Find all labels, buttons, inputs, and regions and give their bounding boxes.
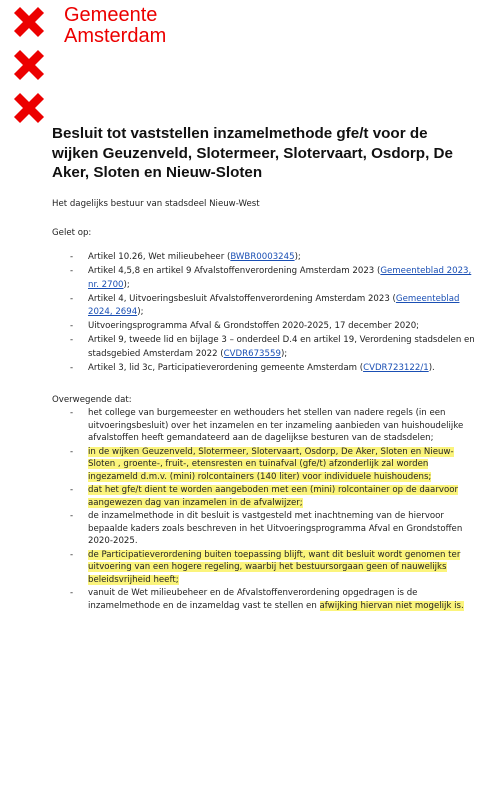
legal-basis-item bbox=[52, 334, 477, 361]
legal-basis-suffix: ); bbox=[137, 307, 144, 317]
legal-basis-suffix: ); bbox=[123, 279, 130, 290]
legal-basis-item bbox=[52, 293, 477, 320]
consideration-text: vanuit de Wet milieubeheer en de Afvalstoffenverordening opgedragen is de inzamelmethode en de inzameldag vast te stellen en bbox=[88, 588, 418, 611]
logo-crosses bbox=[12, 5, 50, 134]
legal-basis-item bbox=[52, 362, 477, 376]
legal-basis-suffix: ); bbox=[280, 348, 288, 359]
consideration-text: dat het gfe/t dient te worden aangeboden met een (mini) rolcontainer op de daarvoor aangewezen dag van inzamelen in de afvalwijzer; bbox=[88, 485, 458, 508]
logo-wordmark bbox=[64, 5, 166, 47]
consideration-item bbox=[52, 587, 470, 612]
legal-reference-link[interactable]: Gemeenteblad 2024, 2694 bbox=[88, 293, 460, 317]
legal-basis-item bbox=[52, 251, 477, 265]
legal-basis-text: Artikel 4, Uitvoeringsbesluit Afvalstoffenverordening Amsterdam 2023 ( bbox=[88, 293, 396, 304]
legal-basis-text: Artikel 9, tweede lid en bijlage 3 – onderdeel D.4 en artikel 19, Verordening stadsdelen en stadsgebied Amsterdam 2022 ( bbox=[88, 335, 475, 359]
legal-reference-link[interactable]: CVDR673559 bbox=[223, 348, 281, 359]
logo-line-1: Gemeente bbox=[64, 4, 158, 26]
legal-basis-text: Artikel 10.26, Wet milieubeheer ( bbox=[88, 252, 231, 262]
consideration-item bbox=[52, 484, 470, 509]
overwegende-dat-heading: Overwegende dat: bbox=[52, 395, 132, 405]
consideration-item bbox=[52, 549, 470, 587]
considerations-list bbox=[52, 407, 470, 613]
cross-icon bbox=[12, 48, 46, 82]
consideration-text: de inzamelmethode in dit besluit is vastgesteld met inachtneming van de hiervoor bepaalde kaders zoals beschreven in het Uitvoeringsprogramma Afval en Grondstoffen 2020-2025. bbox=[88, 511, 463, 546]
consideration-text: het college van burgemeester en wethouders het stellen van nadere regels (in een uitvoeringsbesluit) over het inzamelen en ter inzameling aanbieden van huishoudelijke afvalstoffen heeft gemandateerd aan de dagelijkse besturen van de stadsdelen; bbox=[88, 408, 464, 443]
legal-basis-item bbox=[52, 320, 477, 334]
consideration-item bbox=[52, 407, 470, 445]
gelet-op-heading: Gelet op: bbox=[52, 228, 92, 238]
cross-icon bbox=[12, 5, 46, 39]
cross-icon bbox=[12, 91, 46, 125]
legal-basis-text: Artikel 3, lid 3c, Participatieverordening gemeente Amsterdam ( bbox=[88, 362, 364, 373]
legal-reference-link[interactable]: Gemeenteblad 2023, nr. 2700 bbox=[88, 266, 472, 290]
legal-basis-text: Uitvoeringsprogramma Afval & Grondstoffen 2020-2025, 17 december 2020; bbox=[88, 321, 420, 331]
legal-basis-list bbox=[52, 251, 477, 376]
legal-basis-suffix: ). bbox=[428, 362, 435, 373]
legal-reference-link[interactable]: CVDR723122/1 bbox=[363, 362, 429, 373]
legal-reference-link[interactable]: BWBR0003245 bbox=[230, 252, 295, 262]
legal-basis-suffix: ); bbox=[294, 252, 301, 262]
consideration-text: in de wijken Geuzenveld, Slotermeer, Slotervaart, Osdorp, De Aker, Sloten en Nieuw-Sloten , groente-, fruit-, etensresten en tuinafval (gfe/t) afzonderlijk zal worden ingezameld d.m.v. (mini) rolcontainers (140 liter) voor individuele huishoudens; bbox=[88, 446, 454, 482]
consideration-item bbox=[52, 446, 470, 484]
consideration-highlight: afwijking hiervan niet mogelijk is. bbox=[319, 600, 464, 611]
document-title: Besluit tot vaststellen inzamelmethode gfe/t voor de wijken Geuzenveld, Slotermeer, Slotervaart, Osdorp, De Aker, Sloten en Nieuw-Sloten bbox=[52, 125, 453, 181]
consideration-text: de Participatieverordening buiten toepassing blijft, want dit besluit wordt genomen ter uitvoering van een hogere regeling, waarbij het bestuursorgaan geen of nauwelijks beleidsvrijheid heeft; bbox=[88, 549, 461, 585]
intro-text: Het dagelijks bestuur van stadsdeel Nieuw-West bbox=[52, 199, 260, 209]
legal-basis-item bbox=[52, 265, 477, 292]
consideration-item bbox=[52, 510, 470, 548]
logo-line-2: Amsterdam bbox=[64, 25, 167, 47]
legal-basis-text: Artikel 4,5,8 en artikel 9 Afvalstoffenverordening Amsterdam 2023 ( bbox=[88, 266, 381, 276]
